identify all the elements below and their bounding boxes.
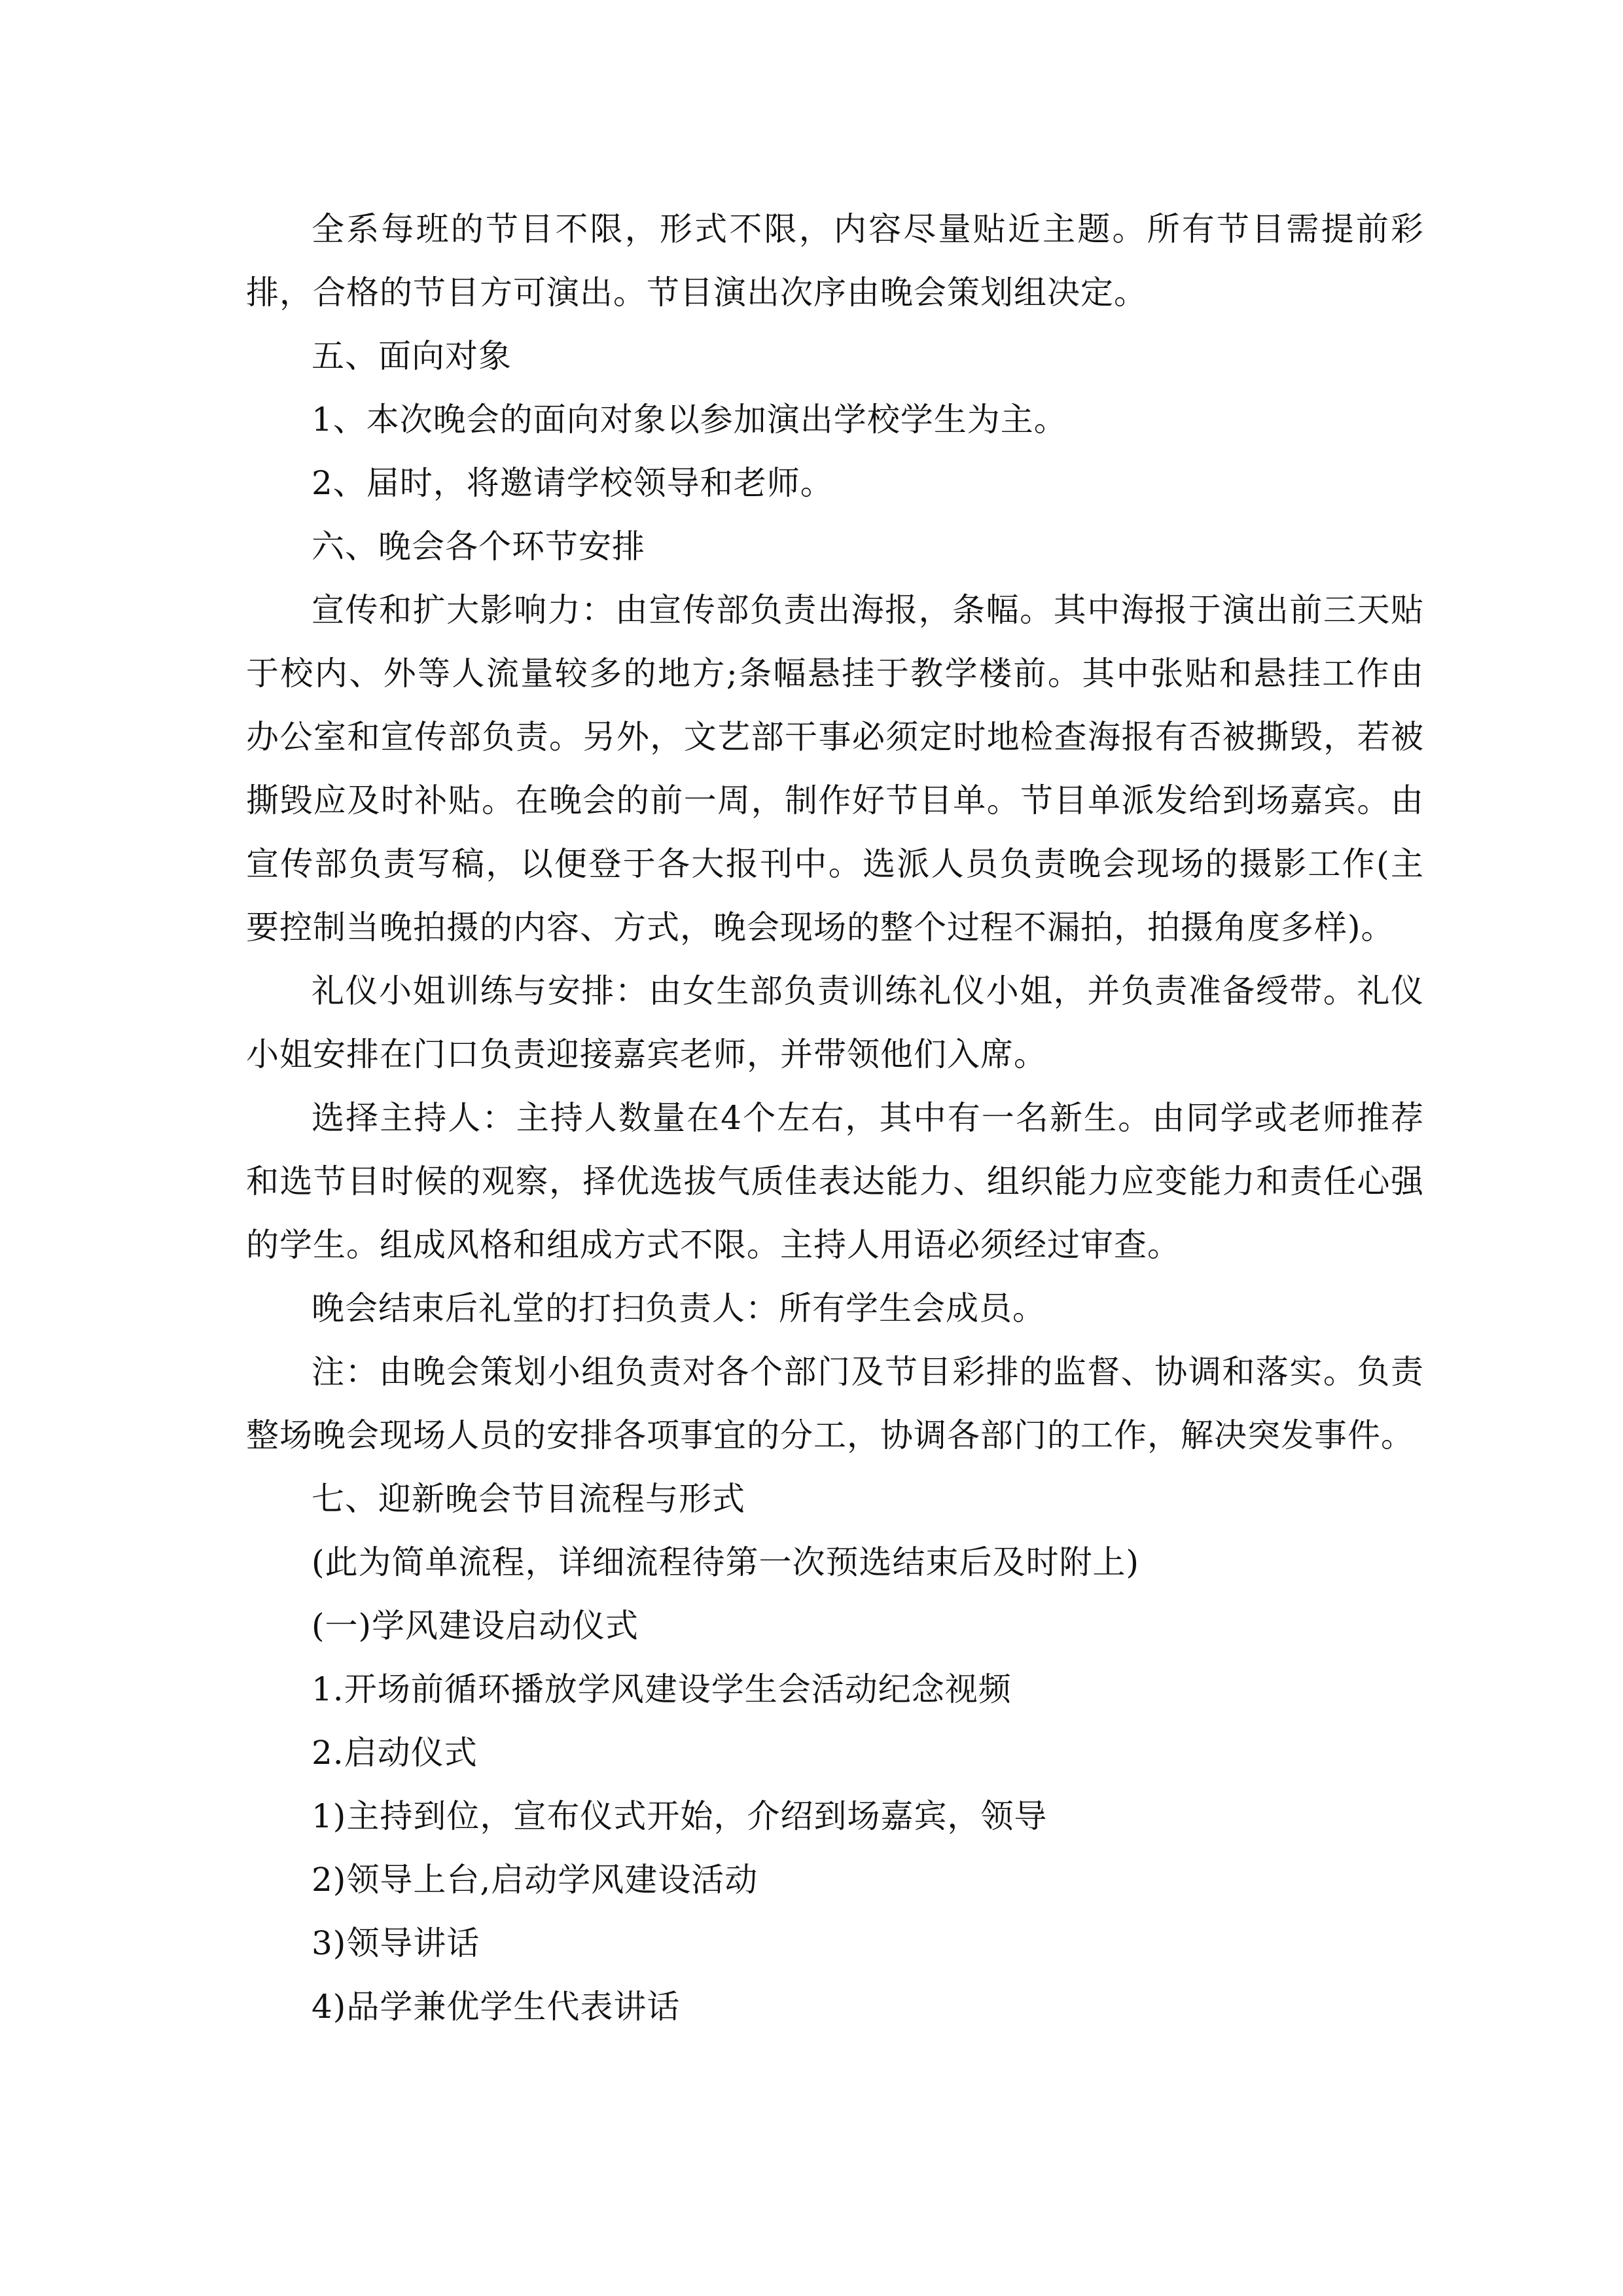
paragraph-host-selection: 选择主持人：主持人数量在4个左右，其中有一名新生。由同学或老师推荐和选节目时候的观察，择优选拔气质佳表达能力、组织能力应变能力和责任心强的学生。组成风格和组成方式不限。主持人用语必须经过审查。: [246, 1099, 1424, 1264]
heading-target-audience: 五、面向对象: [312, 337, 512, 375]
list-item-ceremony: 2.启动仪式: [312, 1734, 478, 1772]
paragraph-audience-1: 1、本次晚会的面向对象以参加演出学校学生为主。: [312, 401, 1067, 439]
list-item-student-speech: 4)品学兼优学生代表讲话: [312, 1988, 681, 2026]
paragraph-program-rules: 全系每班的节目不限，形式不限，内容尽量贴近主题。所有节目需提前彩排，合格的节目方可演出。节目演出次序由晚会策划组决定。: [246, 210, 1424, 312]
paragraph-audience-2: 2、届时，将邀请学校领导和老师。: [312, 464, 834, 502]
paragraph-etiquette: 礼仪小姐训练与安排：由女生部负责训练礼仪小姐，并负责准备绶带。礼仪小姐安排在门口负责迎接嘉宾老师，并带领他们入席。: [246, 972, 1424, 1073]
list-item-leader-launch: 2)领导上台,启动学风建设活动: [312, 1861, 758, 1899]
paragraph-note: 注：由晚会策划小组负责对各个部门及节目彩排的监督、协调和落实。负责整场晚会现场人员的安排各项事宜的分工，协调各部门的工作，解决突发事件。: [246, 1353, 1424, 1454]
paragraph-publicity: 宣传和扩大影响力：由宣传部负责出海报，条幅。其中海报于演出前三天贴于校内、外等人流量较多的地方;条幅悬挂于教学楼前。其中张贴和悬挂工作由办公室和宣传部负责。另外，文艺部干事必须定时地检查海报有否被撕毁，若被撕毁应及时补贴。在晚会的前一周，制作好节目单。节目单派发给到场嘉宾。由宣传部负责写稿，以便登于各大报刊中。选派人员负责晚会现场的摄影工作(主要控制当晚拍摄的内容、方式，晚会现场的整个过程不漏拍，拍摄角度多样)。: [246, 591, 1424, 946]
list-item-host: 1)主持到位，宣布仪式开始，介绍到场嘉宾，领导: [312, 1797, 1048, 1835]
document-body: [246, 198, 1424, 2039]
list-item-leader-speech: 3)领导讲话: [312, 1924, 480, 1962]
list-item-video: 1.开场前循环播放学风建设学生会活动纪念视频: [312, 1670, 1012, 1708]
heading-launch-ceremony: (一)学风建设启动仪式: [312, 1607, 639, 1645]
paragraph-cleanup: 晚会结束后礼堂的打扫负责人：所有学生会成员。: [312, 1289, 1046, 1327]
paragraph-flow-note: (此为简单流程，详细流程待第一次预选结束后及时附上): [312, 1543, 1140, 1581]
heading-arrangements: 六、晚会各个环节安排: [312, 528, 645, 565]
heading-program-flow: 七、迎新晚会节目流程与形式: [312, 1480, 745, 1518]
